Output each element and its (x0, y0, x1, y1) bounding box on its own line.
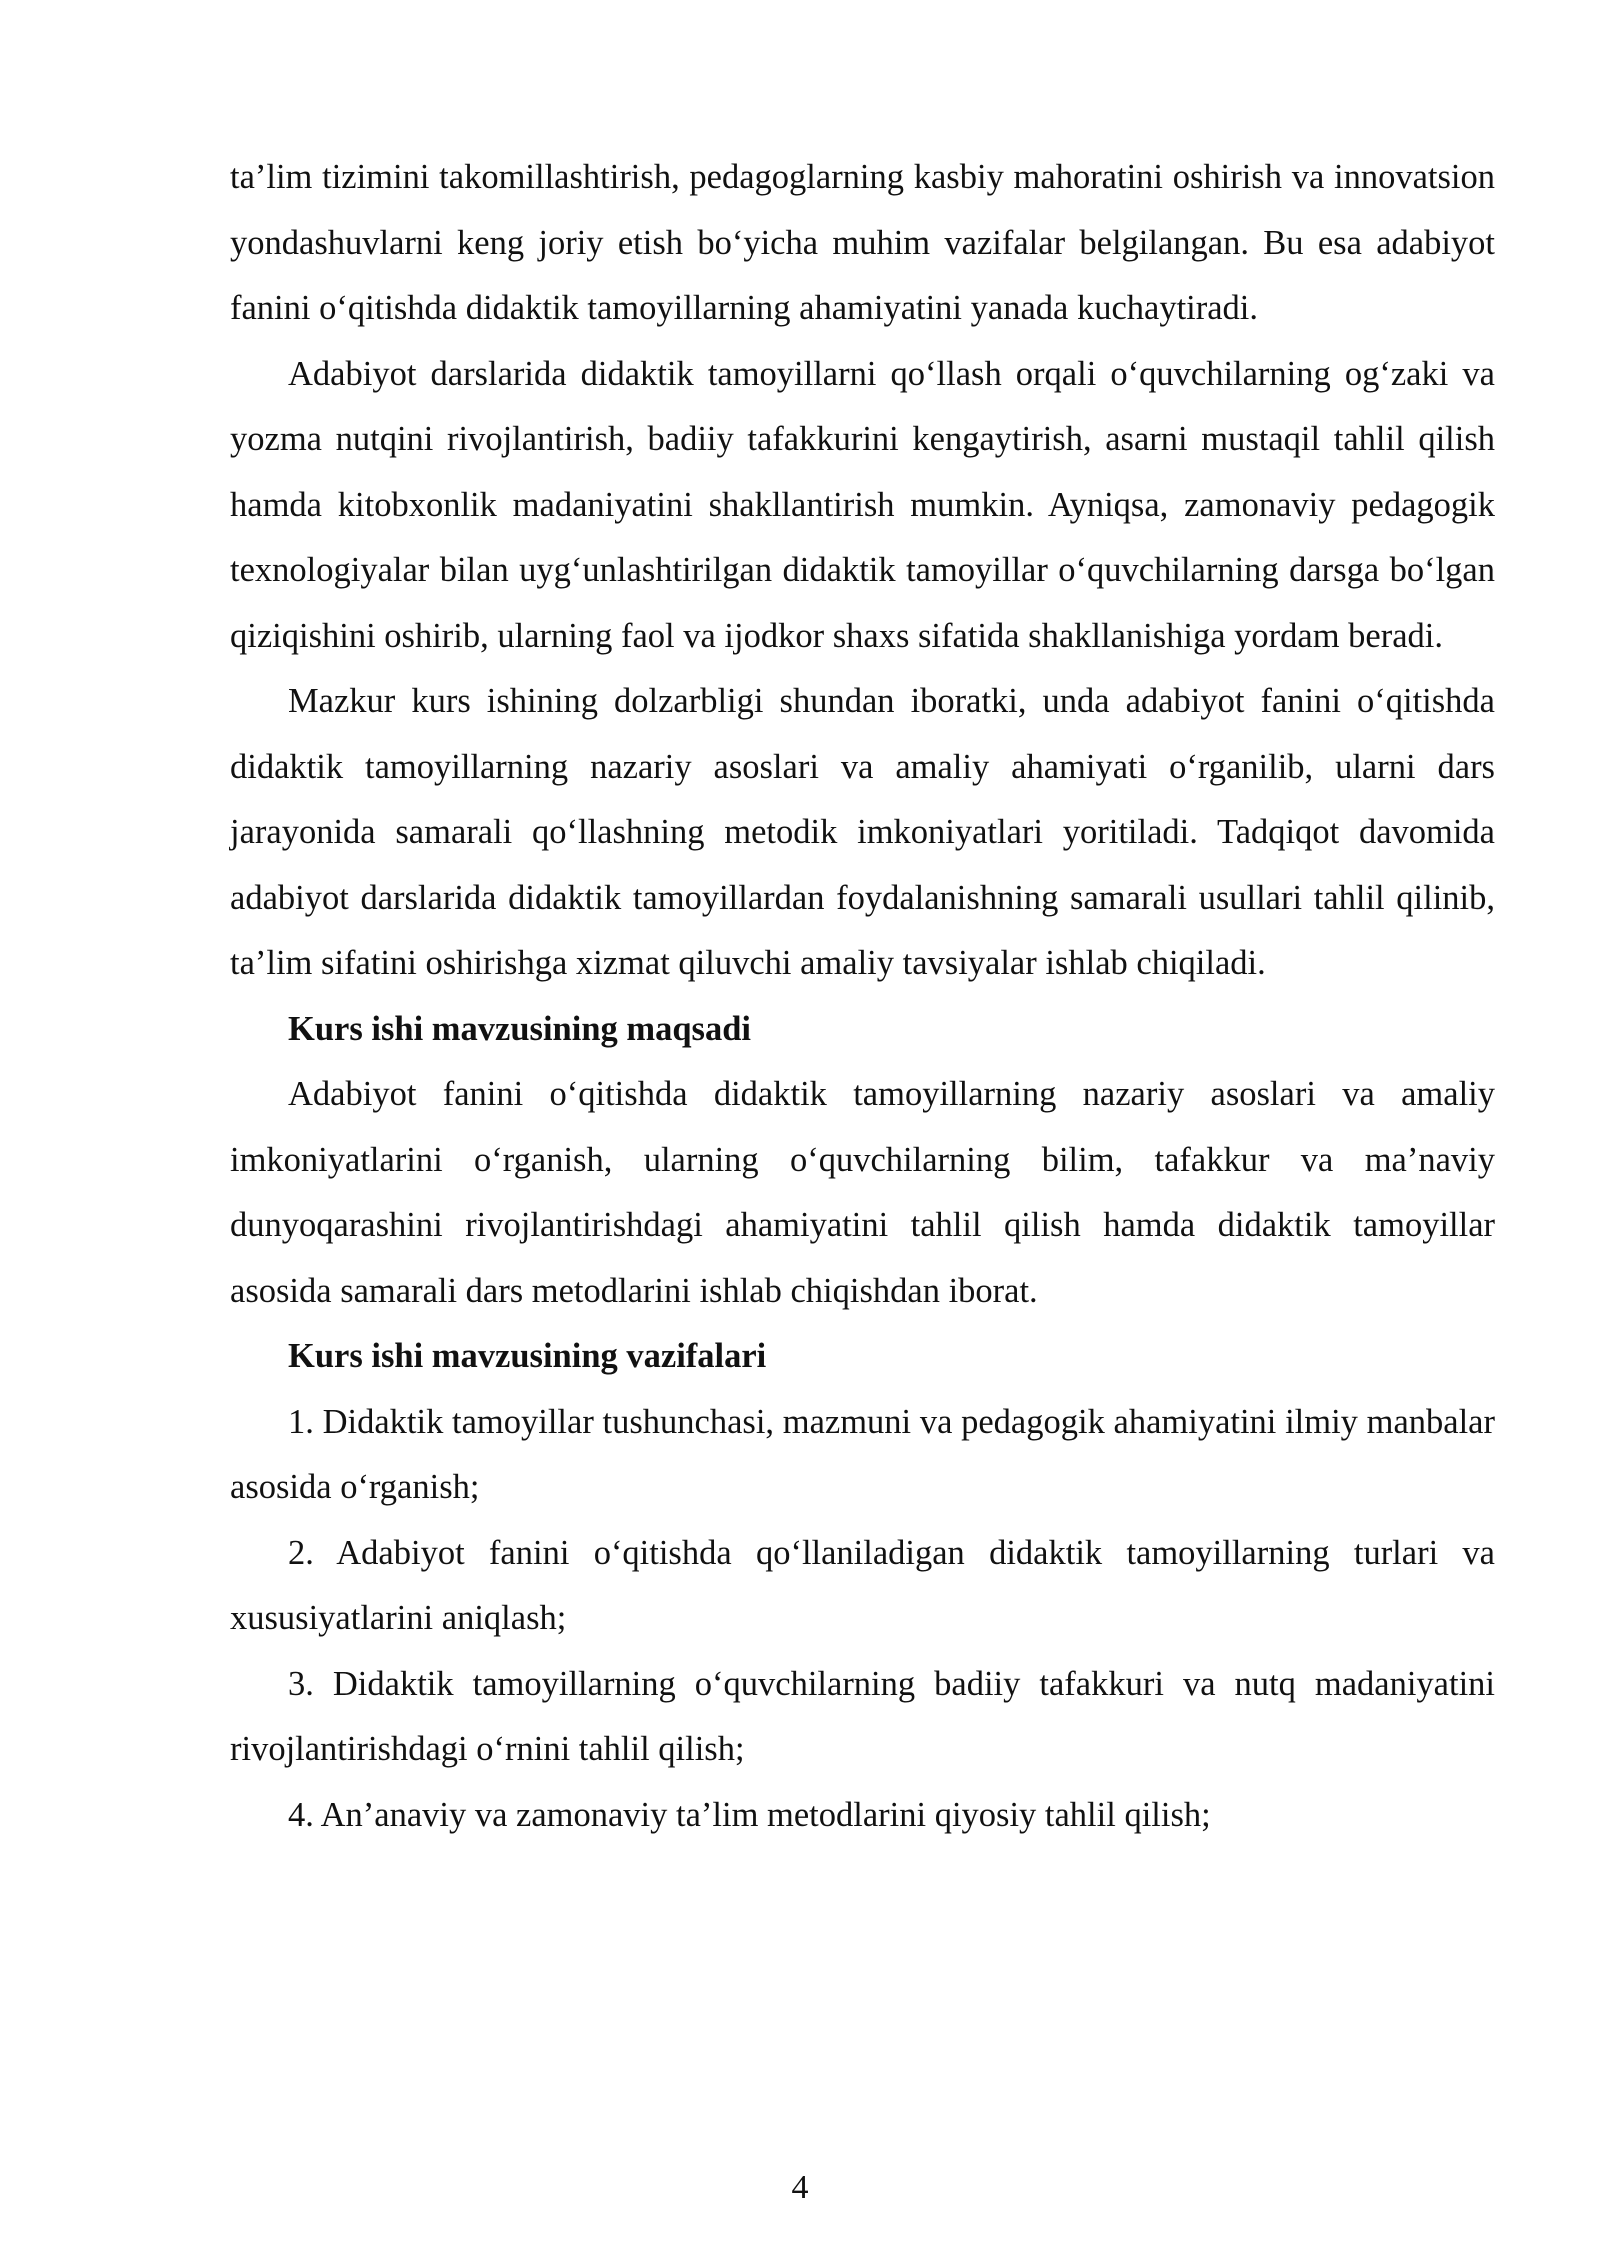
document-page (230, 145, 1495, 1848)
page-number: 4 (791, 2169, 809, 2206)
paragraph-didactic-principles: Adabiyot darslarida didaktik tamoyillarni qo‘llash orqali o‘quvchilarning og‘zaki va yozma nutqini rivojlantirish, badiiy tafakkurini kengaytirish, asarni mustaqil tahlil qilish hamda kitobxonlik madaniyatini shakllantirish mumkin. Ayniqsa, zamonaviy pedagogik texnologiyalar bilan uyg‘unlashtirilgan didaktik tamoyillar o‘quvchilarning darsga bo‘lgan qiziqishini oshirib, ularning faol va ijodkor shaxs sifatida shakllanishiga yordam beradi. (230, 354, 1495, 655)
heading-goal: Kurs ishi mavzusining maqsadi (288, 1009, 752, 1048)
heading-tasks: Kurs ishi mavzusining vazifalari (288, 1337, 767, 1375)
task-item-3: 3. Didaktik tamoyillarning o‘quvchilarning badiiy tafakkuri va nutq madaniyatini rivojlantirishdagi o‘rnini tahlil qilish; (230, 1664, 1495, 1768)
paragraph-continuation: ta’lim tizimini takomillashtirish, pedagoglarning kasbiy mahoratini oshirish va innovatsion yondashuvlarni keng joriy etish bo‘yicha muhim vazifalar belgilangan. Bu esa adabiyot fanini o‘qitishda didaktik tamoyillarning ahamiyatini yanada kuchaytiradi. (230, 158, 1495, 327)
paragraph-relevance: Mazkur kurs ishining dolzarbligi shundan iboratki, unda adabiyot fanini o‘qitishda didaktik tamoyillarning nazariy asoslari va amaliy ahamiyati o‘rganilib, ularni dars jarayonida samarali qo‘llashning metodik imkoniyatlari yoritiladi. Tadqiqot davomida adabiyot darslarida didaktik tamoyillardan foydalanishning samarali usullari tahlil qilinib, ta’lim sifatini oshirishga xizmat qiluvchi amaliy tavsiyalar ishlab chiqiladi. (230, 682, 1495, 982)
task-item-4: 4. An’anaviy va zamonaviy ta’lim metodlarini qiyosiy tahlil qilish; (288, 1795, 1211, 1834)
task-item-2: 2. Adabiyot fanini o‘qitishda qo‘llaniladigan didaktik tamoyillarning turlari va xususiyatlarini aniqlash; (230, 1533, 1495, 1637)
paragraph-goal: Adabiyot fanini o‘qitishda didaktik tamoyillarning nazariy asoslari va amaliy imkoniyatlarini o‘rganish, ularning o‘quvchilarning bilim, tafakkur va ma’naviy dunyoqarashini rivojlantirishdagi ahamiyatini tahlil qilish hamda didaktik tamoyillar asosida samarali dars metodlarini ishlab chiqishdan iborat. (230, 1075, 1495, 1310)
task-item-1: 1. Didaktik tamoyillar tushunchasi, mazmuni va pedagogik ahamiyatini ilmiy manbalar asosida o‘rganish; (230, 1402, 1495, 1506)
